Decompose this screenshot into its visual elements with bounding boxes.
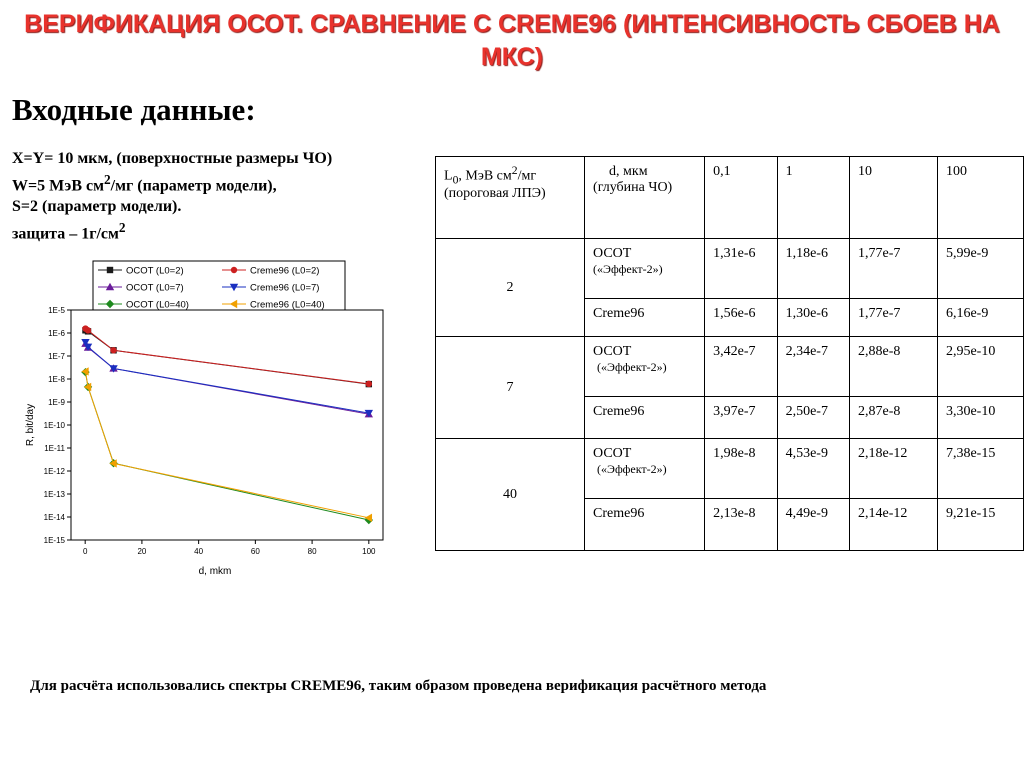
y-tick-label: 1E-9 [48, 398, 65, 407]
y-tick-label: 1E-7 [48, 352, 65, 361]
l0-value: 7 [436, 337, 585, 439]
param-size: X=Y= 10 мкм, (поверхностные размеры ЧО) [12, 150, 333, 167]
seu-rate-chart [20, 255, 400, 580]
value-cell: 6,16e-9 [937, 299, 1023, 337]
data-point-marker [107, 267, 113, 273]
value-cell: 1,77e-7 [849, 299, 937, 337]
y-tick-label: 1E-14 [43, 513, 65, 522]
x-tick-label: 60 [250, 547, 260, 556]
x-tick-label: 100 [362, 547, 376, 556]
param-s: S=2 (параметр модели). [12, 198, 182, 216]
value-cell: 5,99e-9 [937, 239, 1023, 299]
data-point-marker [110, 347, 116, 353]
x-tick-label: 0 [82, 547, 88, 556]
method-creme: Creme96 [585, 397, 705, 439]
y-tick-label: 1E-13 [43, 490, 65, 499]
results-table [435, 156, 1024, 551]
header-depth: d, мкм (глубина ЧО) [585, 157, 705, 239]
legend-label: OCOT (L0=40) [126, 299, 189, 311]
l0-value: 40 [436, 439, 585, 551]
header-d-2: 10 [849, 157, 937, 239]
y-tick-label: 1E-15 [43, 536, 65, 545]
y-axis-ticks [44, 306, 71, 545]
value-cell: 2,87e-8 [849, 397, 937, 439]
value-cell: 2,88e-8 [849, 337, 937, 397]
x-axis-label: d, mkm [198, 566, 232, 577]
value-cell: 3,42e-7 [705, 337, 777, 397]
conclusion-text: Для расчёта использовались спектры CREME96, таким образом проведена верификация расчётного метода [30, 678, 767, 694]
value-cell: 2,13e-8 [705, 499, 777, 551]
chart-legend [93, 261, 345, 316]
value-cell: 2,34e-7 [777, 337, 849, 397]
input-data-heading: Входные данные: [12, 92, 256, 127]
y-tick-label: 1E-10 [43, 421, 65, 430]
value-cell: 1,56e-6 [705, 299, 777, 337]
value-cell: 1,31e-6 [705, 239, 777, 299]
method-creme: Creme96 [585, 299, 705, 337]
value-cell: 4,49e-9 [777, 499, 849, 551]
header-d-1: 1 [777, 157, 849, 239]
value-cell: 2,18e-12 [849, 439, 937, 499]
method-osot: ОСОТ («Эффект-2») [585, 337, 705, 397]
legend-label: Creme96 (L0=2) [250, 265, 320, 277]
method-creme: Creme96 [585, 499, 705, 551]
method-osot: ОСОТ («Эффект-2») [585, 439, 705, 499]
value-cell: 3,97e-7 [705, 397, 777, 439]
param-w: W=5 МэВ $см^2/мг$ (параметр модели), [12, 172, 277, 195]
value-cell: 2,95e-10 [937, 337, 1023, 397]
header-d-3: 100 [937, 157, 1023, 239]
y-tick-label: 1E-12 [43, 467, 65, 476]
y-tick-label: 1E-8 [48, 375, 65, 384]
value-cell: 1,18e-6 [777, 239, 849, 299]
header-d-0: 0,1 [705, 157, 777, 239]
value-cell: 1,77e-7 [849, 239, 937, 299]
legend-label: OCOT (L0=2) [126, 265, 184, 277]
y-axis-label: R, bit/day [25, 403, 36, 447]
value-cell: 1,98e-8 [705, 439, 777, 499]
x-tick-label: 80 [307, 547, 317, 556]
y-tick-label: 1E-11 [44, 444, 65, 453]
param-shield: защита – $1г/см^2$ [12, 220, 126, 243]
legend-label: Creme96 (L0=7) [250, 282, 320, 294]
method-osot: ОСОТ («Эффект-2») [585, 239, 705, 299]
value-cell: 9,21e-15 [937, 499, 1023, 551]
y-tick-label: 1E-5 [48, 306, 65, 315]
legend-label: Creme96 (L0=40) [250, 299, 325, 311]
legend-label: OCOT (L0=7) [126, 282, 184, 294]
x-tick-label: 40 [194, 547, 204, 556]
l0-value: 2 [436, 239, 585, 337]
chart-axes [71, 310, 383, 540]
y-tick-label: 1E-6 [48, 329, 65, 338]
data-point-marker [85, 327, 91, 333]
slide-title: ВЕРИФИКАЦИЯ ОСОТ. СРАВНЕНИЕ С CREME96 (ИНТЕНСИВНОСТЬ СБОЕВ НА МКС) [24, 10, 1000, 71]
x-tick-label: 20 [137, 547, 147, 556]
value-cell: 7,38e-15 [937, 439, 1023, 499]
value-cell: 2,50e-7 [777, 397, 849, 439]
value-cell: 4,53e-9 [777, 439, 849, 499]
value-cell: 1,30e-6 [777, 299, 849, 337]
x-axis-ticks [83, 540, 376, 556]
data-point-marker [366, 381, 372, 387]
value-cell: 2,14e-12 [849, 499, 937, 551]
value-cell: 3,30e-10 [937, 397, 1023, 439]
plot-area [71, 310, 383, 540]
header-l0: $L_0$, МэВ $см^2/мг$ (пороговая ЛПЭ) [436, 157, 585, 239]
data-point-marker [231, 267, 237, 273]
model-parameters [12, 148, 332, 245]
